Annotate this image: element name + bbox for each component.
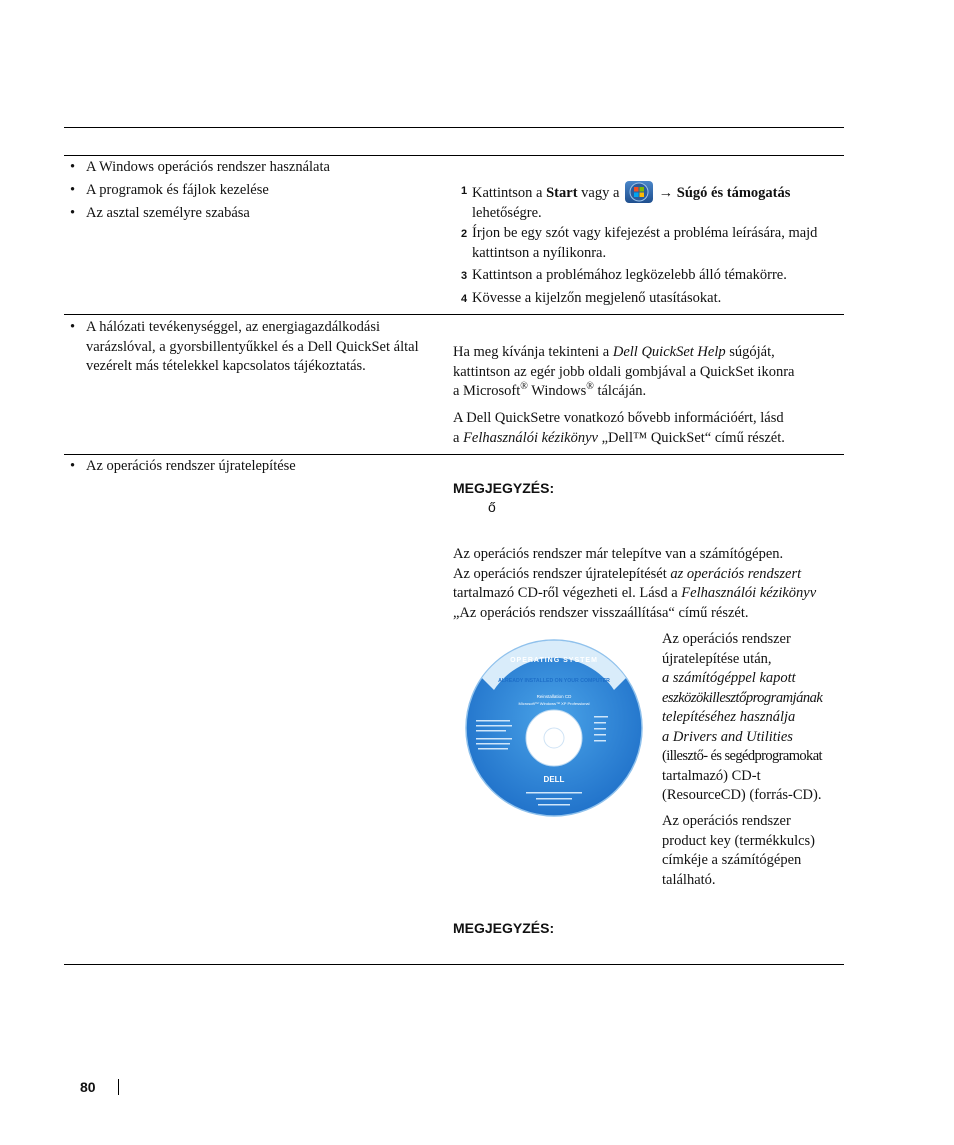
table-top-rule	[64, 155, 844, 156]
cd-banner: ALREADY INSTALLED ON YOUR COMPUTER	[498, 678, 610, 684]
cd-paragraph-1: Az operációs rendszer újratelepítése után, a számítógéppel kapott eszközökillesztőprogramjának telepítéséhez használja a Drivers and Utilities (illesztő- és segédprogramokat tartalmazó) CD-t (ResourceCD) (forrás-CD).	[662, 631, 823, 803]
bullet-programs-files: • A programok és fájlok kezelése	[70, 181, 458, 201]
dell-logo-icon: DELL	[543, 775, 565, 784]
bullet-os-reinstall: • Az operációs rendszer újratelepítése	[70, 457, 458, 477]
bullet-windows-usage: • A Windows operációs rendszer használata	[70, 158, 458, 178]
cd-line2: Microsoft™ Windows™ XP Professional	[518, 701, 590, 706]
windows-start-icon	[625, 181, 653, 203]
note-label-2: MEGJEGYZÉS:	[453, 920, 555, 936]
step-2: 2 Írjon be egy szót vagy kifejezést a probléma leírására, majd kattintson a nyílikonra.	[461, 225, 818, 261]
quickset-more-info-paragraph: A Dell QuickSetre vonatkozó bővebb információért, lásd a Felhasználói kézikönyv „Dell™ QuickSet“ című részét.	[453, 410, 785, 446]
table-bottom-rule	[64, 964, 844, 965]
section-divider-1	[64, 314, 844, 315]
step-1: 1 Kattintson a Start vagy a → Súgó és támogatás lehetőségre.	[461, 181, 852, 223]
quickset-help-paragraph: Ha meg kívánja tekinteni a Dell QuickSet Help súgóját, kattintson az egér jobb oldali gombjával a QuickSet ikonra a Microsoft® Windows® tálcáján.	[453, 344, 795, 399]
cd-paragraph-2: Az operációs rendszer product key (termékkulcs) címkéje a számítógépen található.	[662, 813, 816, 888]
os-cd-image	[464, 638, 644, 818]
note-text: ő	[488, 499, 496, 515]
section-divider-2	[64, 454, 844, 455]
bullet-desktop-personalize: • Az asztal személyre szabása	[70, 204, 458, 224]
top-rule	[64, 127, 844, 128]
bullet-quickset-info: • A hálózati tevékenységgel, az energiagazdálkodási varázslóval, a gyorsbillentyűkkel és a Dell QuickSet által vezérelt más tételekkel kapcsolatos tájékoztatás.	[70, 318, 458, 377]
note-label: MEGJEGYZÉS:	[453, 480, 555, 496]
page-number-divider	[118, 1079, 119, 1095]
cd-title: OPERATING SYSTEM	[510, 657, 598, 664]
page-number: 80	[80, 1079, 96, 1095]
step-3: 3 Kattintson a problémához legközelebb álló témakörre.	[461, 267, 787, 283]
cd-line1: Reinstallation CD	[536, 694, 572, 699]
os-reinstall-paragraph: Az operációs rendszer már telepítve van a számítógépen. Az operációs rendszer újratelepítését az operációs rendszert tartalmazó CD-ről végezheti el. Lásd a Felhasználói kézikönyv „Az operációs rendszer visszaállítása“ című részét.	[453, 546, 817, 621]
step-4: 4 Kövesse a kijelzőn megjelenő utasításokat.	[461, 290, 722, 306]
